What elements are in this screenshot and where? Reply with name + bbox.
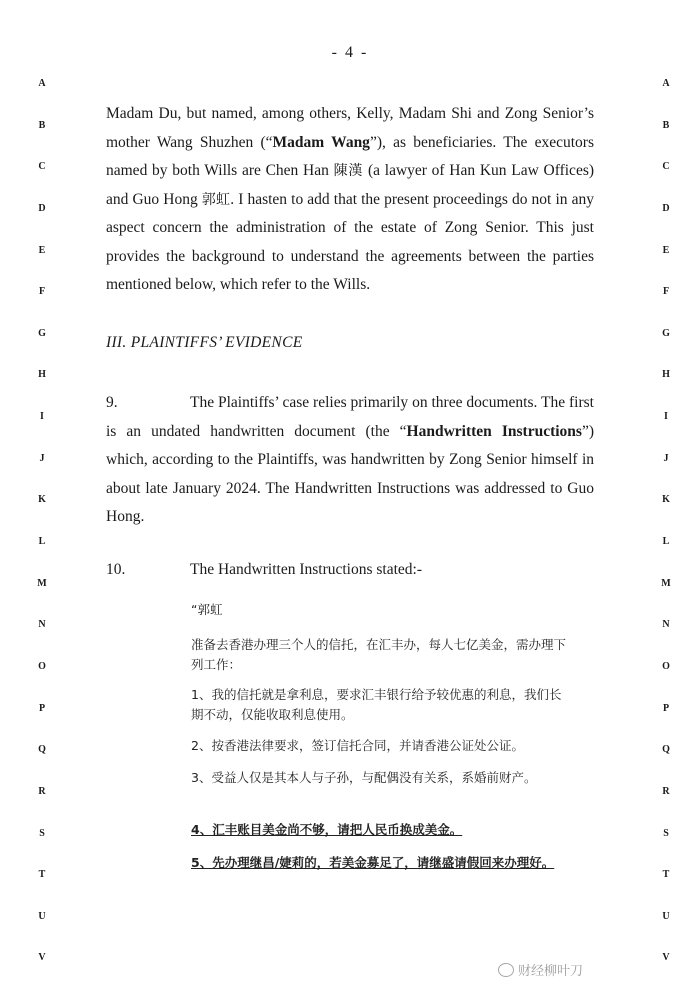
margin-letter: H xyxy=(662,369,670,381)
margin-letter: T xyxy=(662,869,670,881)
defined-term-madam-wang: Madam Wang xyxy=(272,133,370,151)
margin-letter: N xyxy=(38,619,46,631)
margin-letter: H xyxy=(38,369,46,381)
quote-item-5: 5、先办理继昌/婕莉的，若美金募足了，请继盛请假回来办理好。 xyxy=(191,855,555,870)
margin-letter: P xyxy=(662,702,670,714)
margin-letter: F xyxy=(38,286,46,298)
margin-letter: Q xyxy=(38,744,46,756)
margin-letter: V xyxy=(38,952,46,964)
chen-han-chinese-name: 陳漢 xyxy=(333,163,364,179)
margin-letter: D xyxy=(38,202,46,214)
margin-letter: Q xyxy=(662,744,670,756)
watermark xyxy=(498,960,583,979)
margin-letter: O xyxy=(38,660,46,672)
quote-salutation: “郭虹 xyxy=(191,602,223,617)
paragraph-10-number: 10. xyxy=(106,561,126,578)
right-margin-letters xyxy=(656,78,676,994)
paragraph-8 xyxy=(106,100,594,300)
margin-letter: E xyxy=(662,244,670,256)
margin-letter: P xyxy=(38,702,46,714)
margin-letter: M xyxy=(661,577,671,589)
margin-letter: D xyxy=(662,202,670,214)
margin-letter: B xyxy=(662,119,670,131)
margin-letter: G xyxy=(662,327,670,339)
margin-letter: R xyxy=(662,785,670,797)
margin-letter: I xyxy=(664,411,668,423)
margin-letter: O xyxy=(662,660,670,672)
margin-letter: T xyxy=(38,869,46,881)
margin-letter: A xyxy=(38,78,46,89)
margin-letter: S xyxy=(39,827,45,839)
paragraph-10 xyxy=(106,556,594,585)
margin-letter: J xyxy=(39,452,45,464)
paragraph-9-number: 9. xyxy=(106,394,118,411)
margin-letter: I xyxy=(40,411,44,423)
margin-letter: L xyxy=(38,536,46,548)
weibo-icon xyxy=(498,963,514,977)
margin-letter: U xyxy=(38,910,46,922)
paragraph-8-text-2: ”), as beneficiaries. The executors named by both Wills are Chen Han xyxy=(106,133,594,179)
margin-letter: N xyxy=(662,619,670,631)
paragraph-9-text-1: The Plaintiffs’ case relies primarily on three documents. The first is an undated handwritten document (the “ xyxy=(106,394,594,440)
margin-letter: C xyxy=(662,161,670,173)
watermark-text: 财经柳叶刀 xyxy=(518,964,584,979)
quote-item-4: 4、汇丰账目美金尚不够，请把人民币换成美金。 xyxy=(191,822,463,837)
margin-letter: J xyxy=(663,452,669,464)
guo-hong-chinese-name: 郭虹 xyxy=(201,191,231,208)
quote-item-3: 3、受益人仅是其本人与子孙，与配偶没有关系，系婚前财产。 xyxy=(191,770,537,785)
margin-letter: C xyxy=(38,161,46,173)
margin-letter: K xyxy=(38,494,46,506)
page-number: - 4 - xyxy=(331,44,369,61)
margin-letter: M xyxy=(37,577,47,589)
quote-item-2: 2、按香港法律要求，签订信托合同，并请香港公证处公证。 xyxy=(191,738,524,753)
paragraph-10-text: The Handwritten Instructions stated:- xyxy=(190,561,423,578)
margin-letter: R xyxy=(38,785,46,797)
paragraph-8-text-4: . I hasten to add that the present proceedings do not in any aspect concern the administration of the estate of Zong Senior. This just provides the background to understand the agreements between the parties mentioned below, which refer to the Wills. xyxy=(106,190,594,293)
margin-letter: B xyxy=(38,119,46,131)
margin-letter: U xyxy=(662,910,670,922)
margin-letter: L xyxy=(662,536,670,548)
margin-letter: S xyxy=(663,827,669,839)
margin-letter: A xyxy=(662,78,670,89)
defined-term-handwritten-instructions: Handwritten Instructions xyxy=(406,422,582,440)
margin-letter: G xyxy=(38,327,46,339)
paragraph-9-text-2: ”) which, according to the Plaintiffs, was handwritten by Zong Senior himself in about late January 2024. The Handwritten Instructions was addressed to Guo Hong. xyxy=(106,422,594,525)
margin-letter: F xyxy=(662,286,670,298)
paragraph-8-text-3: (a lawyer of Han Kun Law Offices) and Guo Hong xyxy=(106,162,595,208)
left-margin-letters xyxy=(32,78,52,994)
paragraph-9 xyxy=(106,389,594,532)
paragraph-8-text-1: Madam Du, but named, among others, Kelly, Madam Shi and Zong Senior’s mother Wang Shuzhen (“ xyxy=(106,105,594,151)
quote-intro: 准备去香港办理三个人的信托，在汇丰办，每人七亿美金，需办理下列工作： xyxy=(191,637,567,672)
margin-letter: K xyxy=(662,494,670,506)
quote-item-1: 1、我的信托就是拿利息，要求汇丰银行给予较优惠的利息，我们长期不动，仅能收取利息使用。 xyxy=(191,687,562,722)
margin-letter: E xyxy=(38,244,46,256)
margin-letter: V xyxy=(662,952,670,964)
section-heading: III. PLAINTIFFS’ EVIDENCE xyxy=(106,334,303,351)
